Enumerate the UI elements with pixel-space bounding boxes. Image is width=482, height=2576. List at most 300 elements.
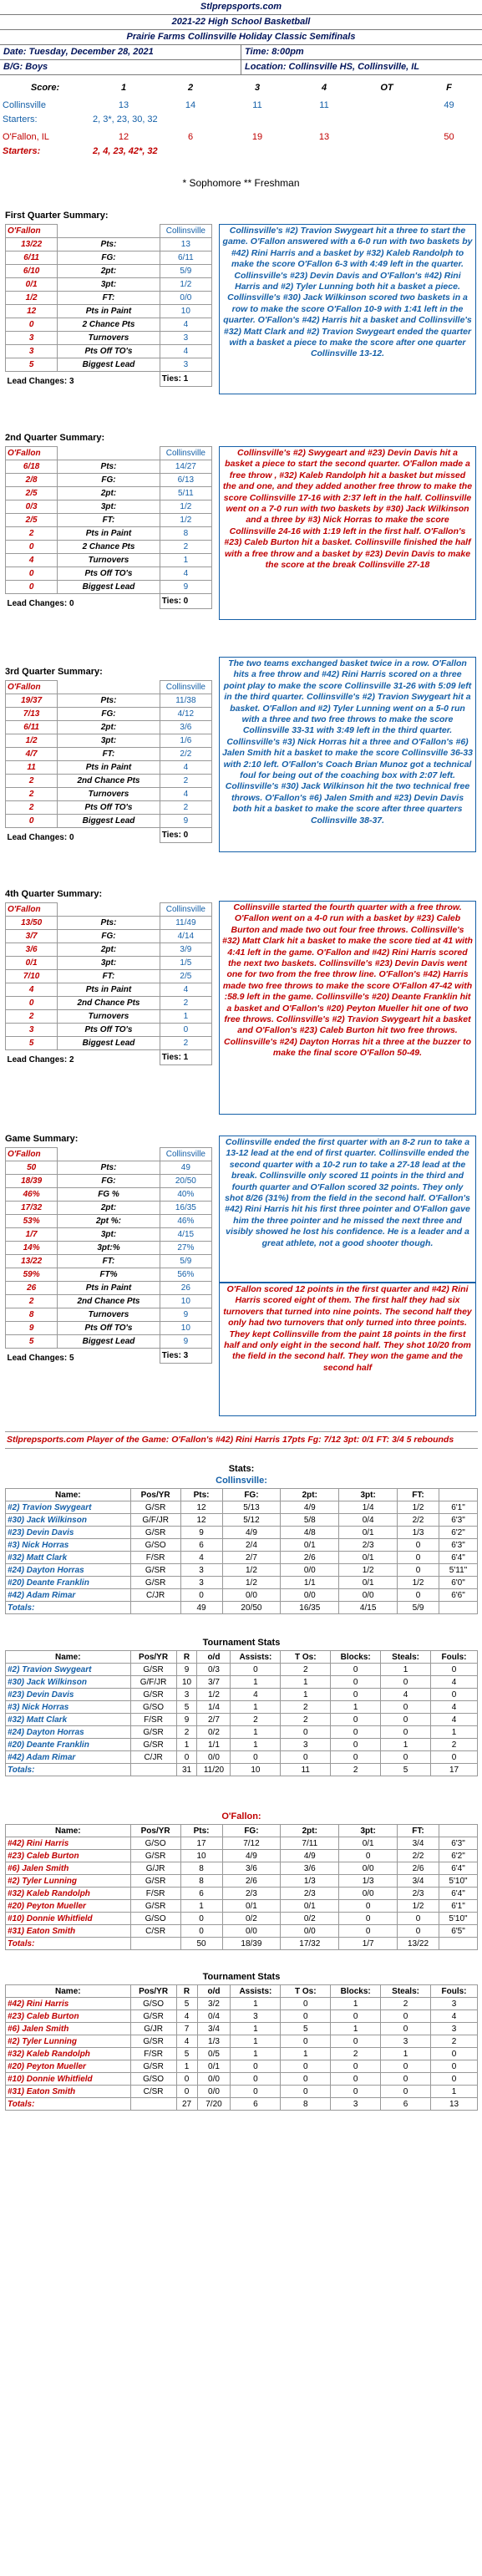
stat-cell: 0/2	[222, 1913, 281, 1925]
stat-cell: 0	[331, 1689, 381, 1701]
player-name: #20) Peyton Mueller	[6, 1900, 131, 1913]
stats-row	[6, 2048, 478, 2060]
stat-cell: 27	[176, 2098, 197, 2111]
away-value: 2	[6, 775, 58, 788]
stat-cell: 3/6	[281, 1862, 339, 1875]
away-q3: 19	[251, 131, 263, 142]
stat-cell: 3/4	[398, 1875, 439, 1888]
site-title: Stlprepsports.com	[0, 0, 482, 15]
summary-title: 2nd Quarter Summary:	[5, 433, 105, 443]
stat-cell: F/SR	[130, 1714, 176, 1726]
stats-row	[6, 1862, 478, 1875]
away-value: 6/10	[6, 265, 58, 278]
stat-cell: 10	[176, 1676, 197, 1689]
stat-cell: 0	[331, 2060, 381, 2073]
lead-changes: Lead Changes: 0	[7, 833, 74, 842]
stats-row	[6, 1925, 478, 1938]
stat-label: FT:	[58, 970, 160, 983]
stat-cell: 3	[431, 1998, 478, 2010]
away-value: 13/50	[6, 917, 58, 930]
stat-cell: 0	[331, 2035, 381, 2048]
player-name: #32) Kaleb Randolph	[6, 2048, 131, 2060]
away-value: 19/37	[6, 694, 58, 708]
away-value: 4	[6, 983, 58, 997]
summary-table	[5, 446, 212, 609]
away-value: 2/5	[6, 487, 58, 500]
stat-cell: 0/1	[339, 1577, 398, 1589]
game-location: Location: Collinsville HS, Collinsville, IL	[245, 62, 420, 72]
away-value: 3	[6, 1024, 58, 1037]
stat-label: Biggest Lead	[58, 358, 160, 372]
stats-col-header: FT:	[398, 1489, 439, 1501]
stat-cell: 16/35	[281, 1602, 339, 1614]
stat-cell: 9	[180, 1527, 222, 1539]
stat-cell: 6'3"	[439, 1837, 477, 1850]
q3-label: 3	[254, 82, 261, 93]
stat-cell: 1	[281, 1676, 331, 1689]
stats-header-row	[6, 1489, 478, 1501]
stats-row	[6, 2060, 478, 2073]
away-value: 18/39	[6, 1175, 58, 1188]
away-final: 50	[444, 131, 454, 142]
stat-cell: 4/8	[281, 1527, 339, 1539]
stats-row	[6, 2073, 478, 2086]
home-value: 10	[160, 305, 211, 318]
home-value: 2/2	[160, 748, 211, 761]
stat-cell: 5'10"	[439, 1913, 477, 1925]
stat-cell: G/SO	[130, 1998, 176, 2010]
stat-cell: 2	[281, 1701, 331, 1714]
stat-cell: 4	[431, 2010, 478, 2023]
summary-row	[6, 1322, 212, 1335]
stat-cell: 3/2	[197, 1998, 231, 2010]
stats-col-header: Pos/YR	[130, 1489, 180, 1501]
away-value: 8	[6, 1308, 58, 1322]
stat-cell: 6	[180, 1539, 222, 1552]
home-value: 8	[160, 527, 211, 541]
home-starters-label: Starters:	[3, 114, 38, 124]
lead-row	[6, 828, 212, 843]
player-name: #2) Tyler Lunning	[6, 2035, 131, 2048]
ties: Ties: 3	[160, 1349, 211, 1364]
stat-cell: 1	[176, 1739, 197, 1751]
summary-row	[6, 917, 212, 930]
stat-cell: 0	[381, 2060, 431, 2073]
player-name: #23) Caleb Burton	[6, 2010, 131, 2023]
stat-label: Pts Off TO's	[58, 801, 160, 815]
stat-cell: 6'2"	[439, 1850, 477, 1862]
away-score-row	[0, 130, 482, 144]
stat-cell: 0	[331, 2010, 381, 2023]
stat-label: 2 Chance Pts	[58, 541, 160, 554]
stat-cell: 0/1	[281, 1539, 339, 1552]
stat-cell: 1/3	[339, 1875, 398, 1888]
stat-cell: 0	[339, 1850, 398, 1862]
stat-cell: 1	[231, 1739, 281, 1751]
stats-row	[6, 1726, 478, 1739]
season-title: 2021-22 High School Basketball	[0, 15, 482, 30]
player-name: #31) Eaton Smith	[6, 2086, 131, 2098]
player-name: #2) Tyler Lunning	[6, 1875, 131, 1888]
game-date: Date: Tuesday, December 28, 2021	[0, 45, 241, 59]
summary-row	[6, 278, 212, 292]
stat-cell: 0	[281, 1751, 331, 1764]
summary-row	[6, 567, 212, 581]
stat-cell: 5/12	[222, 1514, 281, 1527]
away-value: 26	[6, 1282, 58, 1295]
home-value: 3/6	[160, 721, 211, 734]
player-name: #42) Adam Rimar	[6, 1751, 131, 1764]
stat-cell: 6'4"	[439, 1552, 477, 1564]
scoreboard	[0, 80, 482, 158]
stat-cell: 6	[180, 1888, 222, 1900]
stat-cell: 3	[431, 2023, 478, 2035]
stat-cell: 5/8	[281, 1514, 339, 1527]
stats-col-header: Blocks:	[331, 1651, 381, 1664]
home-value: 4/14	[160, 930, 211, 943]
stat-cell: 0	[339, 1913, 398, 1925]
stats-col-header: T Os:	[281, 1651, 331, 1664]
home-value: 9	[160, 581, 211, 594]
stats-table-wrap	[5, 1650, 478, 1776]
stat-cell: 0/0	[339, 1589, 398, 1602]
stat-label: 2nd Chance Pts	[58, 1295, 160, 1308]
stat-cell: F/SR	[130, 1552, 180, 1564]
summary-row	[6, 1335, 212, 1349]
stats-header-row	[6, 1825, 478, 1837]
summary-row	[6, 252, 212, 265]
stat-cell: 2/2	[398, 1850, 439, 1862]
home-value: 1	[160, 1010, 211, 1024]
stats-row	[6, 2098, 478, 2111]
stat-cell: 0	[331, 2073, 381, 2086]
player-name: #20) Peyton Mueller	[6, 2060, 131, 2073]
away-value: 2	[6, 1295, 58, 1308]
stats-table-wrap	[5, 1984, 478, 2111]
away-q2: 6	[187, 131, 194, 142]
stat-label: Pts in Paint	[58, 983, 160, 997]
away-value: 17/32	[6, 1202, 58, 1215]
summary-row	[6, 500, 212, 514]
player-name: Totals:	[6, 1938, 131, 1950]
away-value: 14%	[6, 1242, 58, 1255]
stats-col-header: Pos/YR	[130, 1985, 176, 1998]
stat-cell: 0	[398, 1539, 439, 1552]
home-value: 3	[160, 332, 211, 345]
stat-cell: 0	[331, 1664, 381, 1676]
stat-cell: 0/4	[197, 2010, 231, 2023]
stats-row	[6, 1577, 478, 1589]
stat-cell: 1/3	[197, 2035, 231, 2048]
stat-cell: 1	[431, 2086, 478, 2098]
stat-cell: 0/1	[281, 1900, 339, 1913]
home-q2: 14	[185, 99, 196, 110]
stat-cell: 1/2	[398, 1501, 439, 1514]
stat-label: Pts in Paint	[58, 305, 160, 318]
summary-row	[6, 332, 212, 345]
summary-description: Collinsville started the fourth quarter with a free throw. O'Fallon went on a 4-0 run with a basket by #23) Caleb Burton and made two out four free throws. Collinsville's #32) Matt Clark hit a basket to make the score tied at 41 with 4:41 left in the game. O'Fallon and #42) Rini Harris scored the next two baskets. Collinsville's #23) Devin Davis went one for two from the free throw line. O'Fallon's #42) Harris made two free throws to make the score O'Fallon 47-42 with :58.9 left in the game. Collinsville's #20) Deante Franklin hit a basket and O'Fallon's #20) Peyton Mueller hit one of two free throws. Collinsville's #2) Travion Swygeart hit a basket and O'Fallon's #23) Caleb Burton hit two free throws. Collinsville's #24) Dayton Horras hit a three at the buzzer to make the final score O'Fallon 50-49.	[219, 901, 476, 1115]
stat-cell: G/SR	[130, 2060, 176, 2073]
stat-cell: 0/2	[281, 1913, 339, 1925]
stat-cell: G/SR	[130, 2035, 176, 2048]
stat-cell: 0/1	[197, 2060, 231, 2073]
home-value: 4	[160, 567, 211, 581]
stats-row	[6, 1888, 478, 1900]
stat-cell: 4/9	[281, 1850, 339, 1862]
stats-table	[5, 1984, 478, 2111]
stat-cell: 6'1"	[439, 1501, 477, 1514]
stat-cell: 0	[381, 2023, 431, 2035]
away-value: 5	[6, 1335, 58, 1349]
stat-cell: 0	[398, 1552, 439, 1564]
stat-cell: 1	[381, 1739, 431, 1751]
summary-description: O'Fallon scored 12 points in the first quarter and #42) Rini Harris scored eight of them. The first half they had six turnovers that turned into nine points. The second half they only had two turnovers that only turned into three points. They kept Collinsville from the paint 18 points in the first half and only eight in the second half. They shot 10/20 from the field in the second half. They won the game and the second half	[219, 1283, 476, 1416]
final-label: F	[446, 82, 452, 93]
stat-label: FG:	[58, 708, 160, 721]
home-value: 5/11	[160, 487, 211, 500]
stats-row	[6, 1689, 478, 1701]
summary-row	[6, 761, 212, 775]
player-name: #42) Rini Harris	[6, 1837, 131, 1850]
away-value: 7/10	[6, 970, 58, 983]
summary-row	[6, 1175, 212, 1188]
summary-row	[6, 957, 212, 970]
away-starters-label: Starters:	[3, 145, 41, 156]
stat-cell: G/SR	[130, 1564, 180, 1577]
home-value: 1/2	[160, 514, 211, 527]
stat-label: FG %	[58, 1188, 160, 1202]
stat-cell: 0	[431, 2073, 478, 2086]
stat-label: Pts Off TO's	[58, 345, 160, 358]
summary-table	[5, 902, 212, 1065]
home-value: 4/15	[160, 1228, 211, 1242]
stat-cell: 2/7	[222, 1552, 281, 1564]
stats-col-header: 3pt:	[339, 1489, 398, 1501]
stat-cell: 49	[180, 1602, 222, 1614]
summary-row	[6, 541, 212, 554]
lead-changes: Lead Changes: 2	[7, 1055, 74, 1064]
stat-cell: 8	[180, 1862, 222, 1875]
stat-cell: 0	[381, 2073, 431, 2086]
home-value: 14/27	[160, 460, 211, 474]
home-value: 2	[160, 997, 211, 1010]
stat-label: FG:	[58, 252, 160, 265]
stat-cell: 4	[381, 1689, 431, 1701]
stat-cell: 7/12	[222, 1837, 281, 1850]
stat-label: 3pt:	[58, 500, 160, 514]
stat-cell: 7/20	[197, 2098, 231, 2111]
stat-cell: G/SO	[130, 2073, 176, 2086]
stat-cell: G/SO	[130, 1837, 180, 1850]
stat-cell: 7/11	[281, 1837, 339, 1850]
stats-col-header: o/d	[197, 1651, 231, 1664]
stat-cell: 0	[180, 1589, 222, 1602]
stat-cell: 5	[176, 1701, 197, 1714]
stat-label: Turnovers	[58, 1010, 160, 1024]
stats-col-header: Name:	[6, 1985, 131, 1998]
stat-label: Pts:	[58, 917, 160, 930]
away-value: 0/1	[6, 278, 58, 292]
summary-row	[6, 527, 212, 541]
stat-cell: 1/1	[197, 1739, 231, 1751]
scoreboard-header	[0, 80, 482, 94]
stat-cell: 2/6	[398, 1862, 439, 1875]
stat-label: Pts in Paint	[58, 761, 160, 775]
stat-cell: G/SR	[130, 1577, 180, 1589]
home-value: 9	[160, 1335, 211, 1349]
stat-cell: 18/39	[222, 1938, 281, 1950]
stat-label: 2pt %:	[58, 1215, 160, 1228]
home-value: 9	[160, 1308, 211, 1322]
stat-cell: 5'10"	[439, 1875, 477, 1888]
stat-cell: 3	[180, 1577, 222, 1589]
stat-cell	[439, 1938, 477, 1950]
home-value: 3/9	[160, 943, 211, 957]
stat-cell: 0/1	[339, 1552, 398, 1564]
home-value: 1/2	[160, 278, 211, 292]
stat-cell: 6'1"	[439, 1900, 477, 1913]
summary-title: First Quarter Summary:	[5, 211, 109, 221]
stat-cell: 0/0	[339, 1888, 398, 1900]
summary-gap	[58, 1148, 160, 1161]
stat-cell: C/SR	[130, 2086, 176, 2098]
stats-row	[6, 2035, 478, 2048]
summary-row	[6, 708, 212, 721]
stats-row	[6, 1527, 478, 1539]
stat-cell: 0	[231, 1751, 281, 1764]
home-value: 6/13	[160, 474, 211, 487]
player-name: #10) Donnie Whitfield	[6, 2073, 131, 2086]
stats-row	[6, 1564, 478, 1577]
stat-cell: 0/0	[222, 1925, 281, 1938]
stat-label: Pts:	[58, 460, 160, 474]
away-value: 4	[6, 554, 58, 567]
player-name: #10) Donnie Whitfield	[6, 1913, 131, 1925]
summary-row	[6, 775, 212, 788]
event-title: Prairie Farms Collinsville Holiday Classic Semifinals	[0, 30, 482, 45]
home-value: 6/11	[160, 252, 211, 265]
stat-label: Biggest Lead	[58, 581, 160, 594]
player-name: #2) Travion Swygeart	[6, 1664, 131, 1676]
stats-row	[6, 1501, 478, 1514]
stat-cell: 3/7	[197, 1676, 231, 1689]
away-value: 0/3	[6, 500, 58, 514]
stat-cell: 0/0	[222, 1589, 281, 1602]
stat-cell: G/F/JR	[130, 1514, 180, 1527]
stat-label: 2nd Chance Pts	[58, 775, 160, 788]
home-q4: 11	[319, 99, 329, 110]
stat-label: 2pt:	[58, 265, 160, 278]
away-value: 50	[6, 1161, 58, 1175]
stat-cell: 0	[231, 2073, 281, 2086]
away-value: 4/7	[6, 748, 58, 761]
stat-cell: G/SR	[130, 1850, 180, 1862]
stat-cell: 4	[176, 2010, 197, 2023]
summary-row	[6, 1242, 212, 1255]
stat-cell: F/SR	[130, 1888, 180, 1900]
player-name: #23) Devin Davis	[6, 1689, 131, 1701]
stat-cell: 4/9	[281, 1501, 339, 1514]
stat-cell: 3/4	[197, 2023, 231, 2035]
stat-cell: G/SO	[130, 1701, 176, 1714]
summary-row	[6, 815, 212, 828]
stat-label: 2pt:	[58, 943, 160, 957]
stat-cell: 0	[331, 1714, 381, 1726]
stat-label: Turnovers	[58, 1308, 160, 1322]
stat-cell: 13/22	[398, 1938, 439, 1950]
stat-cell: 11	[281, 1764, 331, 1776]
stats-table-wrap	[5, 1811, 478, 1950]
stat-cell: 0/1	[339, 1837, 398, 1850]
stat-cell: 0	[281, 2035, 331, 2048]
stat-cell: 0/0	[281, 1925, 339, 1938]
lead-row	[6, 1349, 212, 1364]
home-q1: 13	[118, 99, 129, 110]
stat-cell: 0	[398, 1925, 439, 1938]
stat-label: Pts:	[58, 694, 160, 708]
home-value: 10	[160, 1295, 211, 1308]
home-q3: 11	[252, 99, 262, 110]
class-note: * Sophomore ** Freshman	[182, 177, 300, 189]
stats-row	[6, 1676, 478, 1689]
stat-cell: 4	[231, 1689, 281, 1701]
player-name: #32) Kaleb Randolph	[6, 1888, 131, 1900]
away-value: 5	[6, 1037, 58, 1050]
summary-header-row	[6, 681, 212, 694]
player-name: #6) Jalen Smith	[6, 1862, 131, 1875]
away-value: 3	[6, 345, 58, 358]
summary-gap	[58, 225, 160, 238]
stat-cell: 0	[331, 1739, 381, 1751]
stat-cell: 0	[331, 1751, 381, 1764]
home-value: 40%	[160, 1188, 211, 1202]
summary-row	[6, 930, 212, 943]
away-value: 2/5	[6, 514, 58, 527]
stat-cell: 2	[331, 2048, 381, 2060]
stat-cell: 0	[381, 1676, 431, 1689]
stat-cell: 1	[231, 2035, 281, 2048]
summary-description: The two teams exchanged basket twice in a row. O'Fallon hits a free throw and #42) Rini Harris scored on a three point play to make the score Collinsville 31-26 with 5:09 left in the third quarter. Collinsville's #2) Travion Swygeart hit a basket. O'Fallon and #2) Tyler Lunning went on a 5-0 run with a three and two free throws to make the score Collinsville 33-31 with 3:49 left in the third quarter. Collinsville's #3) Nick Horras hit a three and O'Fallon's #6) Jalen Smith hit a basket to make the score Collinsville 36-33 with 2:10 left. O'Fallon's Coach Brian Munoz got a technical foul for being out of the coaching box with 2:07 left. Collinsville's #30) Jack Wilkinson hit the two technical free throws. O'Fallon's #6) Jalen Smith and #23) Devin Davis both hit a basket to make the score after three quarters Collinsville 38-37.	[219, 657, 476, 852]
home-starters: 2, 3*, 23, 30, 32	[93, 114, 158, 124]
away-value: 59%	[6, 1268, 58, 1282]
stat-cell: 13	[431, 2098, 478, 2111]
stats-row	[6, 1552, 478, 1564]
stat-cell: 2/3	[398, 1888, 439, 1900]
home-value: 0	[160, 1024, 211, 1037]
home-value: 20/50	[160, 1175, 211, 1188]
stat-cell: 5	[281, 2023, 331, 2035]
stats-row	[6, 1850, 478, 1862]
away-value: 2	[6, 1010, 58, 1024]
stat-cell: 0	[231, 2060, 281, 2073]
summary-row	[6, 1161, 212, 1175]
stat-cell: 0/0	[281, 1589, 339, 1602]
stat-cell: 0	[431, 1751, 478, 1764]
summary-row	[6, 788, 212, 801]
away-value: 13/22	[6, 238, 58, 252]
stat-cell: G/SR	[130, 1726, 176, 1739]
summary-row	[6, 581, 212, 594]
summary-gap	[58, 681, 160, 694]
tournament-title-2: Tournament Stats	[202, 1972, 281, 1982]
home-value: 46%	[160, 1215, 211, 1228]
away-value: 6/11	[6, 252, 58, 265]
away-value: 3/7	[6, 930, 58, 943]
stat-cell: 6'5"	[439, 1925, 477, 1938]
stat-cell: 1	[431, 1726, 478, 1739]
stat-cell: 6'2"	[439, 1527, 477, 1539]
stat-cell: 0	[398, 1913, 439, 1925]
